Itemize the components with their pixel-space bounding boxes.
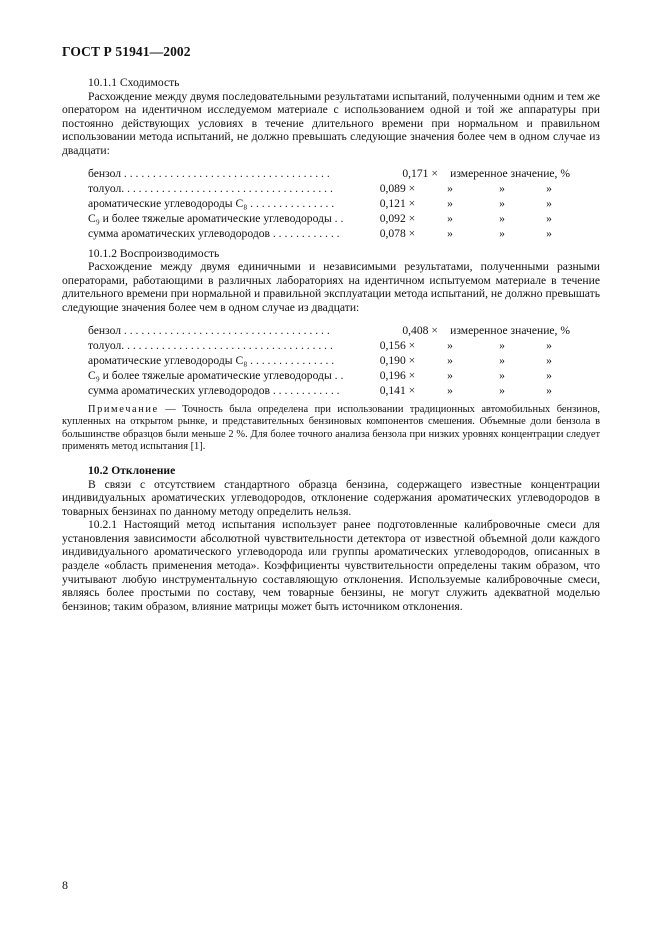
paragraph-bias-detail: 10.2.1 Настоящий метод испытания использует ранее подготовленные калибровочные смеси для установления зависимости абсолютной чувствительности детектора от известной объемной доли каждого индивидуального ароматического углеводорода или группы ароматических углеводородов, описанных в разделе «область применения метода». Коэффициенты чувствительности определены таким образом, что учитывают любую инструментальную составляющую отклонения. Используемые калибровочные смеси, являясь более простыми по составу, чем товарные бензины, не могут служить адекватной моделью бензинов; таким образом, влияние матрицы может быть источником отклонения. <box>62 518 600 613</box>
note-paragraph <box>62 404 600 454</box>
ditto-mark: » <box>447 181 453 195</box>
ditto-mark: » <box>447 383 453 397</box>
table-reproducibility <box>88 323 570 398</box>
ditto-mark: » <box>499 196 505 210</box>
table-row <box>88 226 570 241</box>
table-row <box>88 353 570 368</box>
document-body <box>62 76 600 613</box>
ditto-mark: » <box>546 383 552 397</box>
ditto-mark: » <box>499 226 505 240</box>
ditto-mark: » <box>447 211 453 225</box>
row-desc: измеренное значение, % <box>450 323 570 337</box>
row-desc: измеренное значение, % <box>450 166 570 180</box>
row-value: 0,089 × <box>379 181 416 195</box>
row-name: ароматические углеводороды C₈ . . . . . . . . . . . . . . . <box>88 196 335 210</box>
table-row <box>88 383 570 398</box>
table-repeatability <box>88 166 570 241</box>
ditto-mark: » <box>546 181 552 195</box>
ditto-mark: » <box>546 211 552 225</box>
row-value: 0,196 × <box>379 368 416 382</box>
row-name: толуол. . . . . . . . . . . . . . . . . . . . . . . . . . . . . . . . . . . . . <box>88 338 333 352</box>
row-name: бензол . . . . . . . . . . . . . . . . . . . . . . . . . . . . . . . . . . . . <box>88 323 330 337</box>
ditto-mark: » <box>447 196 453 210</box>
row-name: C₉ и более тяжелые ароматические углеводороды . . <box>88 368 344 382</box>
page-number: 8 <box>62 878 68 892</box>
ditto-mark: » <box>499 338 505 352</box>
table-row <box>88 211 570 226</box>
row-value: 0,171 × <box>402 166 438 180</box>
row-name: толуол. . . . . . . . . . . . . . . . . . . . . . . . . . . . . . . . . . . . . <box>88 181 333 195</box>
ditto-mark: » <box>499 353 505 367</box>
paragraph-bias: В связи с отсутствием стандартного образца бензина, содержащего известные концентрации индивидуальных ароматических углеводородов, отклонение содержания ароматических углеводородов в товарных бензинах по данному методу определить нельзя. <box>62 477 600 518</box>
row-name: C₉ и более тяжелые ароматические углеводороды . . <box>88 211 344 225</box>
ditto-mark: » <box>447 368 453 382</box>
section-heading-bias: 10.2 Отклонение <box>88 463 176 477</box>
table-row <box>88 196 570 211</box>
ditto-mark: » <box>499 368 505 382</box>
table-row <box>88 166 570 181</box>
row-value: 0,141 × <box>379 383 416 397</box>
paragraph-repeatability: Расхождение между двумя последовательными результатами испытаний, полученными одним и тем же оператором на идентичном исследуемом материале с использованием одной и той же аппаратуры при постоянно действующих условиях в течение длительного времени при нормальном и правильном использовании метода испытаний, не должно превышать следующие значения более чем в одном случае из двадцати: <box>62 89 600 157</box>
section-heading-reproducibility: 10.1.2 Воспроизводимость <box>88 246 220 260</box>
ditto-mark: » <box>546 353 552 367</box>
ditto-mark: » <box>447 338 453 352</box>
paragraph-reproducibility: Расхождение между двумя единичными и независимыми результатами, полученными разными операторами, работающими в различных лабораториях на идентичном испытуемом материале в течение длительного времени при нормальной и правильной эксплуатации метода испытаний, не должно превышать следующие значения более чем в одном случае из двадцати: <box>62 260 600 314</box>
ditto-mark: » <box>447 353 453 367</box>
ditto-mark: » <box>447 226 453 240</box>
table-row <box>88 338 570 353</box>
row-value: 0,190 × <box>379 353 416 367</box>
ditto-mark: » <box>499 383 505 397</box>
ditto-mark: » <box>546 338 552 352</box>
ditto-mark: » <box>546 226 552 240</box>
row-value: 0,121 × <box>379 196 416 210</box>
row-name: бензол . . . . . . . . . . . . . . . . . . . . . . . . . . . . . . . . . . . . <box>88 166 330 180</box>
section-heading-repeatability: 10.1.1 Сходимость <box>88 76 180 89</box>
note-label: Примечание <box>88 403 159 415</box>
table-row <box>88 181 570 196</box>
row-value: 0,408 × <box>402 323 438 337</box>
ditto-mark: » <box>499 181 505 195</box>
row-value: 0,078 × <box>379 226 416 240</box>
table-row <box>88 323 570 338</box>
row-value: 0,092 × <box>379 211 416 225</box>
row-name: ароматические углеводороды C₈ . . . . . . . . . . . . . . . <box>88 353 335 367</box>
page-header: ГОСТ Р 51941—2002 <box>62 44 191 59</box>
table-row <box>88 368 570 383</box>
note-text: — Точность была определена при использовании традиционных автомобильных бензинов, купленных на открытом рынке, и представительных бензиновых компонентов смешения. Объемные доли бензола в большинстве образцов были меньше 2 %. Для более точного анализа бензола при низких уровнях концентрации следует применять метод испытания [1]. <box>62 403 600 453</box>
ditto-mark: » <box>546 196 552 210</box>
row-value: 0,156 × <box>379 338 416 352</box>
ditto-mark: » <box>546 368 552 382</box>
row-name: сумма ароматических углеводородов . . . . . . . . . . . . <box>88 226 340 240</box>
row-name: сумма ароматических углеводородов . . . . . . . . . . . . <box>88 383 340 397</box>
ditto-mark: » <box>499 211 505 225</box>
